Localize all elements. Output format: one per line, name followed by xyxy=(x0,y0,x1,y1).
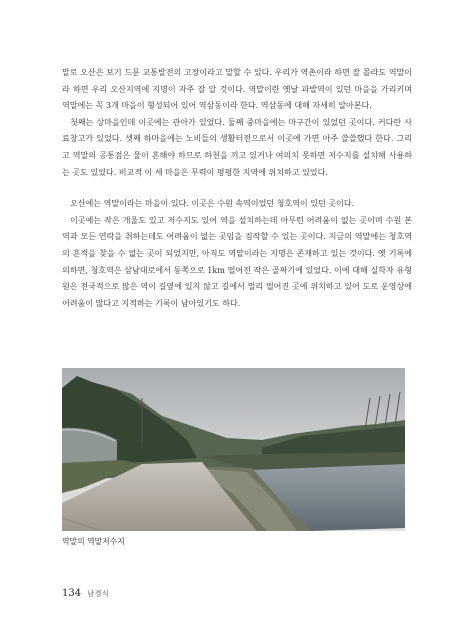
page-number: 134 xyxy=(62,588,82,599)
paragraph-1: 말로 오산은 보기 드문 교통발전의 고장이라고 말할 수 있다. 우리가 역촌이라 하면 잘 몰라도 역말이라 하면 우리 오산지역에 지명이 자주 잘 알 것이다. 역말이란 옛날 파발역이 있던 마을을 가리키며 역말에는 꼭 3개 마을이 형성되어 있어 역삼동이라 한다. 역삼동에 대해 자세히 알아본다. xyxy=(62,67,412,111)
paragraph-4: 이곳에는 작은 개울도 있고 저수지도 있어 역을 설치하는데 아무런 어려움이 없는 곳이며 수원 본역과 모든 연락을 취하는데도 어려움이 없는 곳임을 짐작할 수 있는 곳이다. 지금의 역말에는 청호역의 흔적을 찾을 수 없는 곳이 되었지만, 아직도 역말이라는 지명은 존재하고 있는 것이다. 옛 기록에 의하면, 청호역은 삼남대로에서 동쪽으로 1km 떨어진 작은 골짜기에 있었다. 이에 대해 실학자 유형원은 전국적으로 많은 역이 길옆에 있지 않고 길에서 멀리 떨어진 곳에 위치하고 있어 도로 운영상에 어려움이 많다고 지적하는 기록이 남아있기도 하다. xyxy=(62,214,412,308)
body-text xyxy=(62,64,412,311)
paragraph-2: 첫째는 상마을인데 이곳에는 관아가 있었다. 둘째 중마을에는 마구간이 있었던 곳이다. 커다란 사료창고가 있었다. 셋째 하마을에는 노비들의 생활터전으로서 이곳에 가면 아주 쓸쓸했다 한다. 그리고 역말의 공통점은 물이 흔해야 하므로 하천을 끼고 있거나 여의치 못하면 저수지를 설치해 사용하는 곳도 있었다. 비교적 이 세 마을은 무력이 평평한 지역에 위치하고 있었다. xyxy=(62,116,412,177)
paragraph-3: 오산에는 역말이라는 마을이 있다. 이곳은 수원 속역이었던 청호역이 있던 곳이다. xyxy=(70,198,355,209)
page-footer xyxy=(62,588,109,599)
reservoir-photo xyxy=(62,368,405,531)
photo-caption: 역말의 역말저수지 xyxy=(62,537,125,546)
section-label: 남경식 xyxy=(86,589,109,598)
